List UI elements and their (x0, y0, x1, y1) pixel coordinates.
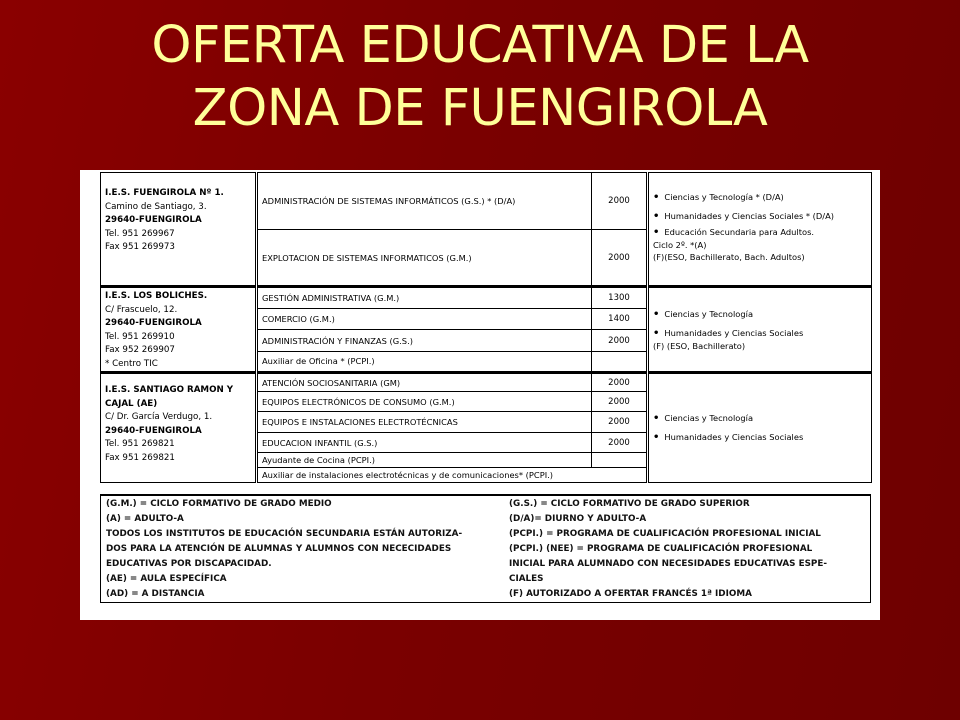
legend-left (106, 497, 504, 602)
school-note: * Centro TIC (105, 358, 158, 369)
title-line-1: OFERTA EDUCATIVA DE LA (151, 16, 809, 75)
modality-extra: (F) (ESO, Bachillerato) (653, 340, 746, 351)
school-name: I.E.S. LOS BOLICHES. (105, 291, 208, 301)
school-cell (101, 287, 257, 373)
course-name: EXPLOTACION DE SISTEMAS INFORMATICOS (G.M.) (257, 230, 592, 287)
course-year: 2000 (592, 173, 648, 230)
course-year: 2000 (592, 433, 648, 453)
course-year (592, 351, 648, 372)
legend-line: TODOS LOS INSTITUTOS DE EDUCACIÓN SECUNDARIA ESTÁN AUTORIZA- (106, 529, 463, 539)
modality-item: • Ciencias y Tecnología * (D/A) (653, 191, 867, 204)
course-year: 2000 (592, 230, 648, 287)
course-year: 1400 (592, 309, 648, 330)
legend-line: INICIAL PARA ALUMNADO CON NECESIDADES EDUCATIVAS ESPE- (509, 559, 828, 569)
modality-item: • Humanidades y Ciencias Sociales (653, 431, 867, 444)
course-year: 2000 (592, 330, 648, 351)
school-address: Camino de Santiago, 3. (105, 201, 207, 212)
course-year: 2000 (592, 392, 648, 412)
school-postcode: 29640-FUENGIROLA (105, 215, 202, 225)
school-name: I.E.S. FUENGIROLA Nº 1. (105, 188, 224, 198)
modalities-cell (648, 287, 872, 373)
modality-item: • Humanidades y Ciencias Sociales * (D/A) (653, 210, 867, 223)
school-postcode: 29640-FUENGIROLA (105, 318, 202, 328)
school-cell (101, 173, 257, 287)
offer-table (100, 172, 872, 483)
school-fax: Fax 951 269973 (105, 242, 175, 252)
legend-line: (AE) = AULA ESPECÍFICA (106, 574, 227, 584)
school-cell (101, 373, 257, 483)
modalities-cell (648, 173, 872, 287)
course-name: EDUCACION INFANTIL (G.S.) (257, 433, 592, 453)
legend-line: (A) = ADULTO-A (106, 514, 184, 524)
course-year: 2000 (592, 412, 648, 433)
modality-extra: Ciclo 2º. *(A) (653, 240, 707, 250)
course-name: ADMINISTRACIÓN Y FINANZAS (G.S.) (257, 330, 592, 351)
legend-line: (D/A)= DIURNO Y ADULTO-A (509, 514, 647, 524)
slide-title (0, 14, 960, 140)
school-phone: Tel. 951 269910 (105, 331, 175, 342)
course-name: Ayudante de Cocina (PCPI.) (257, 453, 592, 468)
course-name: Auxiliar de Oficina * (PCPI.) (257, 351, 592, 372)
offer-table-image (80, 170, 880, 620)
legend-line: EDUCATIVAS POR DISCAPACIDAD. (106, 559, 272, 569)
course-year (592, 453, 648, 468)
legend-line: DOS PARA LA ATENCIÓN DE ALUMNAS Y ALUMNOS CON NECECIDADES (106, 544, 452, 554)
school-address: C/ Dr. García Verdugo, 1. (105, 412, 213, 422)
modality-extra: (F)(ESO, Bachillerato, Bach. Adultos) (653, 252, 805, 262)
school-fax: Fax 951 269821 (105, 452, 175, 463)
modality-item: • Humanidades y Ciencias Sociales (653, 327, 867, 340)
course-name: EQUIPOS E INSTALACIONES ELECTROTÉCNICAS (257, 412, 592, 433)
course-name: EQUIPOS ELECTRÓNICOS DE CONSUMO (G.M.) (257, 392, 592, 412)
legend-line: (AD) = A DISTANCIA (106, 589, 205, 599)
course-name: COMERCIO (G.M.) (257, 309, 592, 330)
school-phone: Tel. 951 269821 (105, 439, 175, 449)
legend-line: (G.M.) = CICLO FORMATIVO DE GRADO MEDIO (106, 499, 332, 509)
legend-box (100, 494, 871, 603)
legend-line: (G.S.) = CICLO FORMATIVO DE GRADO SUPERIOR (509, 499, 750, 509)
legend-right (509, 497, 864, 602)
modality-item: • Ciencias y Tecnología (653, 308, 867, 321)
modalities-cell (648, 373, 872, 483)
course-name: Auxiliar de instalaciones electrotécnicas y de comunicaciones* (PCPI.) (257, 468, 648, 483)
legend-line: (PCPI.) = PROGRAMA DE CUALIFICACIÓN PROFESIONAL INICIAL (509, 529, 821, 539)
legend-line: CIALES (509, 574, 544, 584)
legend-line: (PCPI.) (NEE) = PROGRAMA DE CUALIFICACIÓN PROFESIONAL (509, 544, 813, 554)
school-name: I.E.S. SANTIAGO RAMON Y CAJAL (AE) (105, 385, 234, 409)
course-year: 1300 (592, 287, 648, 309)
school-phone: Tel. 951 269967 (105, 228, 175, 239)
school-fax: Fax 952 269907 (105, 345, 175, 355)
course-name: GESTIÓN ADMINISTRATIVA (G.M.) (257, 287, 592, 309)
course-year: 2000 (592, 373, 648, 392)
legend-line: (F) AUTORIZADO A OFERTAR FRANCÉS 1ª IDIOMA (509, 589, 752, 599)
title-line-2: ZONA DE FUENGIROLA (192, 79, 768, 138)
modality-item: • Ciencias y Tecnología (653, 412, 867, 425)
course-name: ATENCIÓN SOCIOSANITARIA (GM) (257, 373, 592, 392)
modality-item: • Educación Secundaria para Adultos. (653, 226, 867, 239)
course-name: ADMINISTRACIÓN DE SISTEMAS INFORMÁTICOS (G.S.) * (D/A) (257, 173, 592, 230)
school-postcode: 29640-FUENGIROLA (105, 425, 202, 436)
school-address: C/ Frascuelo, 12. (105, 304, 178, 315)
